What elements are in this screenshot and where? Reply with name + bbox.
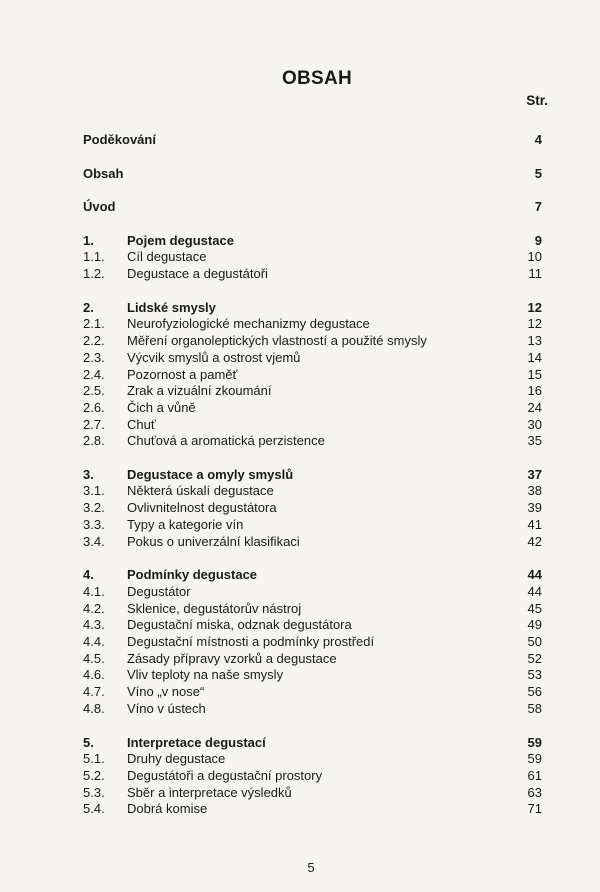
toc-entry-number: 3. <box>83 467 94 482</box>
toc-entry-number: 1. <box>83 233 94 248</box>
toc-entry-page: 56 <box>527 684 542 699</box>
toc-entry <box>83 366 542 383</box>
toc-entry-label: Interpretace degustací <box>127 735 266 750</box>
toc-entry-number: 3.1. <box>83 483 105 498</box>
toc-entry-number: 2.2. <box>83 333 105 348</box>
toc-entry-number: 3.3. <box>83 517 105 532</box>
toc-entry-number: 5. <box>83 735 94 750</box>
toc-entry-label: Sběr a interpretace výsledků <box>127 785 292 800</box>
toc-entry <box>83 432 542 449</box>
toc-entry-label: Některá úskalí degustace <box>127 483 274 498</box>
toc-entry-number: 2.6. <box>83 400 105 415</box>
toc-entry-page: 15 <box>527 367 542 382</box>
toc-entry-label: Typy a kategorie vín <box>127 517 244 532</box>
toc-entry-page: 38 <box>527 483 542 498</box>
toc-entry-number: 5.1. <box>83 751 105 766</box>
toc-entry-number: 2.3. <box>83 350 105 365</box>
toc-entry-label: Sklenice, degustátorův nástroj <box>127 601 302 616</box>
toc-entry-label: Podmínky degustace <box>127 567 258 582</box>
toc-entry-page: 71 <box>527 801 542 816</box>
toc-entry-number: 4.4. <box>83 634 105 649</box>
toc-entry <box>83 767 542 784</box>
toc-entry-label: Neurofyziologické mechanizmy degustace <box>127 316 370 331</box>
toc-entry <box>83 265 542 282</box>
toc-entry-label: Degustace a degustátoři <box>127 266 268 281</box>
toc-entry-page: 35 <box>527 433 542 448</box>
toc-entry-page: 44 <box>527 567 542 582</box>
toc-entry-label: Ovlivnitelnost degustátora <box>127 500 277 515</box>
toc-entry-label: Obsah <box>83 166 124 181</box>
toc-entry-page: 52 <box>527 651 542 666</box>
toc-entry <box>83 332 542 349</box>
toc-entry-page: 7 <box>534 199 542 214</box>
toc-entry <box>83 466 542 483</box>
toc-entry-label: Degustátor <box>127 584 191 599</box>
toc-entry-label: Degustátoři a degustační prostory <box>127 768 323 783</box>
toc-entry-page: 9 <box>534 233 542 248</box>
toc-entry-label: Měření organoleptických vlastností a použité smysly <box>127 333 427 348</box>
toc-entry-page: 37 <box>527 467 542 482</box>
toc-entry-number: 2.1. <box>83 316 105 331</box>
toc-entry <box>83 382 542 399</box>
toc-entry-label: Degustace a omyly smyslů <box>127 467 294 482</box>
page-number: 5 <box>307 860 315 875</box>
toc-entry-label: Poděkování <box>83 132 156 147</box>
toc-entry-number: 3.4. <box>83 534 105 549</box>
toc-entry-number: 4.8. <box>83 701 105 716</box>
toc-entry-page: 14 <box>527 350 542 365</box>
toc-entry-label: Zrak a vizuální zkoumání <box>127 383 272 398</box>
toc-entry <box>83 482 542 499</box>
toc-entry <box>83 583 542 600</box>
toc-entry <box>83 800 542 817</box>
toc-entry-page: 63 <box>527 785 542 800</box>
toc-entry-page: 58 <box>527 701 542 716</box>
toc-entry-number: 4. <box>83 567 94 582</box>
toc-entry-label: Úvod <box>83 199 116 214</box>
toc-entry-label: Výcvik smyslů a ostrost vjemů <box>127 350 301 365</box>
toc-entry <box>83 248 542 265</box>
toc-entry-page: 13 <box>527 333 542 348</box>
toc-entry-page: 53 <box>527 667 542 682</box>
toc-entry-number: 3.2. <box>83 500 105 515</box>
toc-entry-number: 4.3. <box>83 617 105 632</box>
toc-entry-number: 4.6. <box>83 667 105 682</box>
toc-entry <box>83 784 542 801</box>
toc-entry-page: 16 <box>527 383 542 398</box>
toc-entry <box>83 499 542 516</box>
toc-entry <box>83 750 542 767</box>
toc-entry-page: 61 <box>527 768 542 783</box>
toc-entry-page: 12 <box>527 300 542 315</box>
toc-entry <box>83 600 542 617</box>
toc-entry-page: 49 <box>527 617 542 632</box>
toc-entry-number: 2. <box>83 300 94 315</box>
toc-entry <box>83 299 542 316</box>
toc-entry-label: Cíl degustace <box>127 249 207 264</box>
toc-entry-page: 44 <box>527 584 542 599</box>
toc-entry <box>83 566 542 583</box>
toc-entry-number: 4.7. <box>83 684 105 699</box>
toc-entry <box>83 416 542 433</box>
toc-entry <box>83 399 542 416</box>
toc-entry <box>83 349 542 366</box>
toc-entry-label: Zásady přípravy vzorků a degustace <box>127 651 337 666</box>
toc-entry-label: Pojem degustace <box>127 233 234 248</box>
toc-entry-label: Druhy degustace <box>127 751 226 766</box>
toc-entry-page: 12 <box>527 316 542 331</box>
toc-entry-number: 1.2. <box>83 266 105 281</box>
toc-entry <box>83 650 542 667</box>
toc-entry-label: Pokus o univerzální klasifikaci <box>127 534 300 549</box>
toc-entry <box>83 165 542 182</box>
toc-entry-page: 30 <box>527 417 542 432</box>
toc-entry-label: Lidské smysly <box>127 300 216 315</box>
toc-entry-label: Degustační miska, odznak degustátora <box>127 617 352 632</box>
toc-entry <box>83 131 542 148</box>
toc-entry-page: 24 <box>527 400 542 415</box>
toc-entry-page: 42 <box>527 534 542 549</box>
toc-entry-number: 2.7. <box>83 417 105 432</box>
toc-entry <box>83 198 542 215</box>
toc-entry-page: 50 <box>527 634 542 649</box>
toc-entry-page: 59 <box>527 751 542 766</box>
toc-entry-label: Víno v ústech <box>127 701 206 716</box>
toc-entry-page: 39 <box>527 500 542 515</box>
toc-entry <box>83 666 542 683</box>
toc-entry-number: 4.1. <box>83 584 105 599</box>
toc-entry <box>83 616 542 633</box>
toc-entry <box>83 700 542 717</box>
toc-entry-number: 2.4. <box>83 367 105 382</box>
toc-entry-label: Degustační místnosti a podmínky prostředí <box>127 634 375 649</box>
toc-entry-label: Čich a vůně <box>127 400 196 415</box>
toc-entry-number: 4.2. <box>83 601 105 616</box>
toc-entry <box>83 232 542 249</box>
toc-entry-page: 4 <box>534 132 542 147</box>
toc-entry-label: Pozornost a paměť <box>127 367 238 382</box>
page-column-label: Str. <box>526 93 548 108</box>
toc-entry-number: 5.4. <box>83 801 105 816</box>
toc-entry <box>83 315 542 332</box>
toc-entry-number: 5.3. <box>83 785 105 800</box>
toc-entry-label: Chuťová a aromatická perzistence <box>127 433 325 448</box>
toc-entry <box>83 683 542 700</box>
toc-entry-page: 5 <box>534 166 542 181</box>
toc-entry-page: 59 <box>527 735 542 750</box>
toc-entry-number: 1.1. <box>83 249 105 264</box>
toc-entry-page: 11 <box>528 266 542 281</box>
toc-entry-number: 2.5. <box>83 383 105 398</box>
toc-entry <box>83 734 542 751</box>
toc-entry-page: 45 <box>527 601 542 616</box>
toc-entry <box>83 633 542 650</box>
toc-entry-label: Vliv teploty na naše smysly <box>127 667 284 682</box>
toc-entry <box>83 533 542 550</box>
toc-entry-page: 10 <box>527 249 542 264</box>
toc-entry <box>83 516 542 533</box>
toc-title: OBSAH <box>281 68 353 89</box>
toc-entry-label: Dobrá komise <box>127 801 208 816</box>
toc-entry-number: 2.8. <box>83 433 105 448</box>
toc-entry-label: Chuť <box>127 417 156 432</box>
toc-entry-number: 5.2. <box>83 768 105 783</box>
toc-entry-number: 4.5. <box>83 651 105 666</box>
toc-entry-page: 41 <box>527 517 542 532</box>
toc-entry-label: Víno „v nose“ <box>127 684 205 699</box>
